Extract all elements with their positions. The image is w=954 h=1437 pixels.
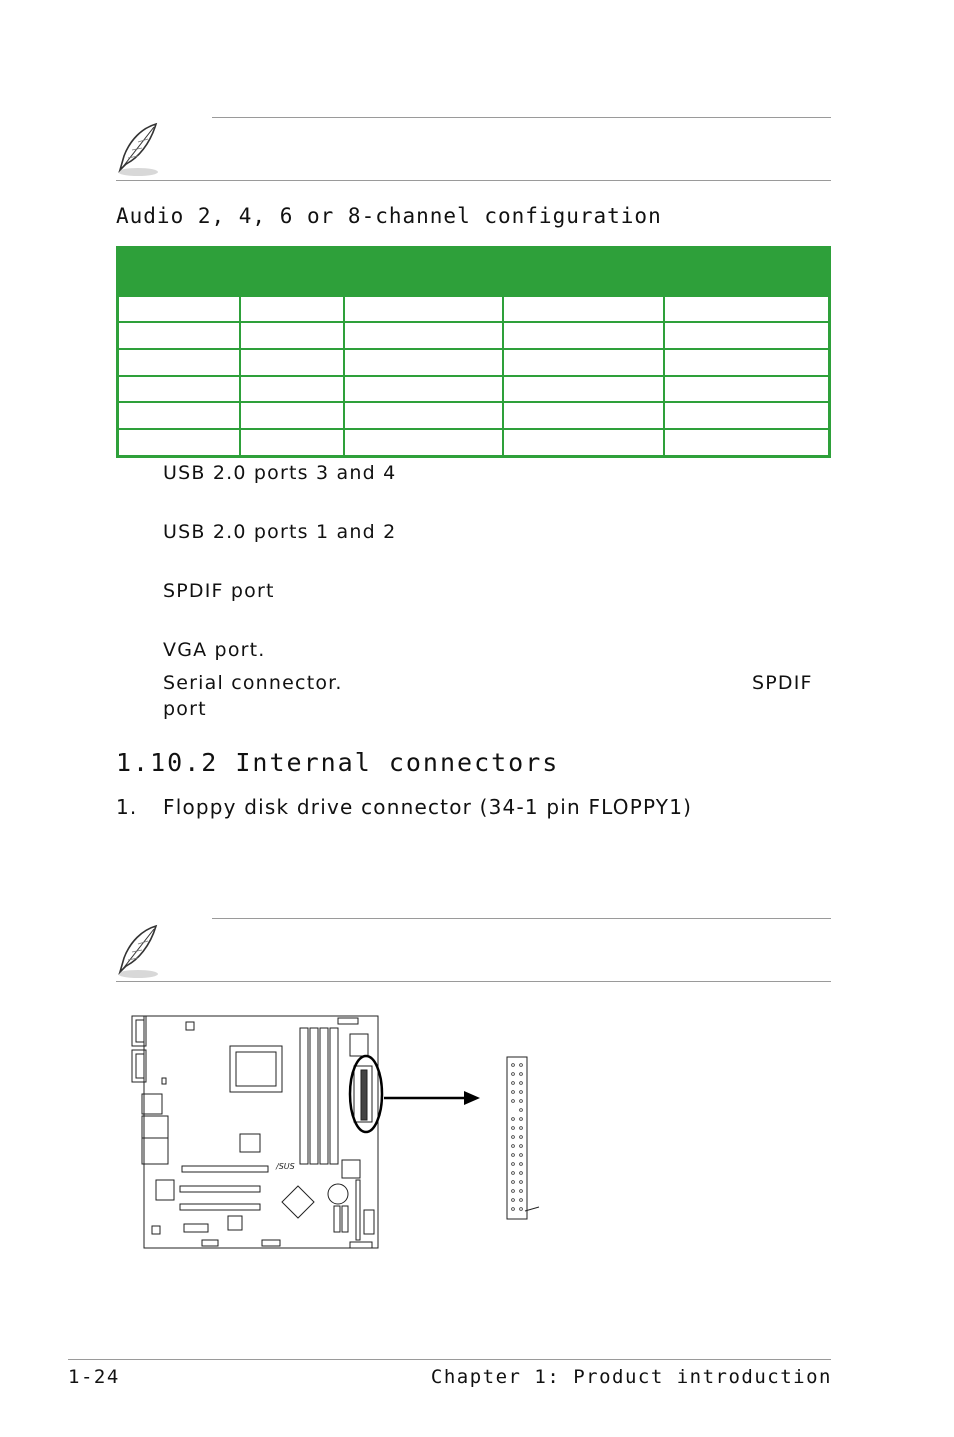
pin — [512, 1199, 515, 1202]
footer-rule — [68, 1359, 831, 1360]
audio-config-table — [116, 246, 831, 458]
pin — [512, 1190, 515, 1193]
note-top-rule — [212, 117, 831, 118]
table-header-row — [118, 248, 830, 296]
floppy-item-title: Floppy disk drive connector (34-1 pin FLOPPY1) — [163, 795, 693, 819]
pin — [520, 1100, 523, 1103]
note-bottom-rule — [212, 918, 831, 919]
page-number: 1-24 — [68, 1366, 120, 1388]
pin — [512, 1100, 515, 1103]
floppy-connector-item — [116, 795, 692, 819]
serial-connector-item: Serial connector. — [163, 672, 343, 694]
pin — [512, 1082, 515, 1085]
table-row — [118, 349, 830, 376]
table-row — [118, 402, 830, 429]
pin — [520, 1091, 523, 1094]
table-row — [118, 322, 830, 349]
pin — [520, 1145, 523, 1148]
pin — [520, 1127, 523, 1130]
pin — [512, 1145, 515, 1148]
note-bottom-bottom-rule — [116, 981, 831, 982]
vga-port-item: VGA port. — [163, 639, 266, 661]
pin — [520, 1073, 523, 1076]
internal-connectors-heading: 1.10.2 Internal connectors — [116, 748, 560, 777]
pin — [512, 1136, 515, 1139]
pin — [512, 1208, 515, 1211]
table-row — [118, 429, 830, 456]
pin — [520, 1064, 523, 1067]
pin — [512, 1118, 515, 1121]
pin — [520, 1118, 523, 1121]
pin — [520, 1199, 523, 1202]
quill-note-icon — [112, 922, 162, 982]
quill-note-icon — [112, 120, 162, 180]
note-top-bottom-rule — [116, 180, 831, 181]
table-row — [118, 376, 830, 403]
pin — [520, 1181, 523, 1184]
motherboard-layout-diagram — [128, 1010, 548, 1260]
spdif-port-item: SPDIF port — [163, 580, 275, 602]
asus-brand-mark: /SUS — [276, 1162, 295, 1171]
board-outline — [144, 1016, 378, 1248]
serial-connector-continuation: port — [163, 698, 207, 720]
pin — [512, 1091, 515, 1094]
usb-ports-1-2-item: USB 2.0 ports 1 and 2 — [163, 521, 397, 543]
pin — [520, 1163, 523, 1166]
usb-ports-3-4-item: USB 2.0 ports 3 and 4 — [163, 462, 397, 484]
chapter-title: Chapter 1: Product introduction — [430, 1366, 832, 1388]
pin — [520, 1136, 523, 1139]
pin — [512, 1163, 515, 1166]
pin — [512, 1073, 515, 1076]
pin — [520, 1109, 523, 1112]
pin — [512, 1181, 515, 1184]
pin — [520, 1082, 523, 1085]
pin — [512, 1172, 515, 1175]
pin — [512, 1154, 515, 1157]
floppy-pin-header-diagram — [505, 1055, 555, 1225]
pin — [520, 1172, 523, 1175]
pin — [512, 1127, 515, 1130]
pin — [520, 1154, 523, 1157]
pin — [512, 1064, 515, 1067]
floppy-item-number: 1. — [116, 795, 138, 819]
audio-config-heading: Audio 2, 4, 6 or 8-channel configuration — [116, 204, 662, 228]
pin — [520, 1190, 523, 1193]
table-row — [118, 296, 830, 323]
pin — [520, 1208, 523, 1211]
serial-connector-trailing: SPDIF — [752, 672, 813, 694]
